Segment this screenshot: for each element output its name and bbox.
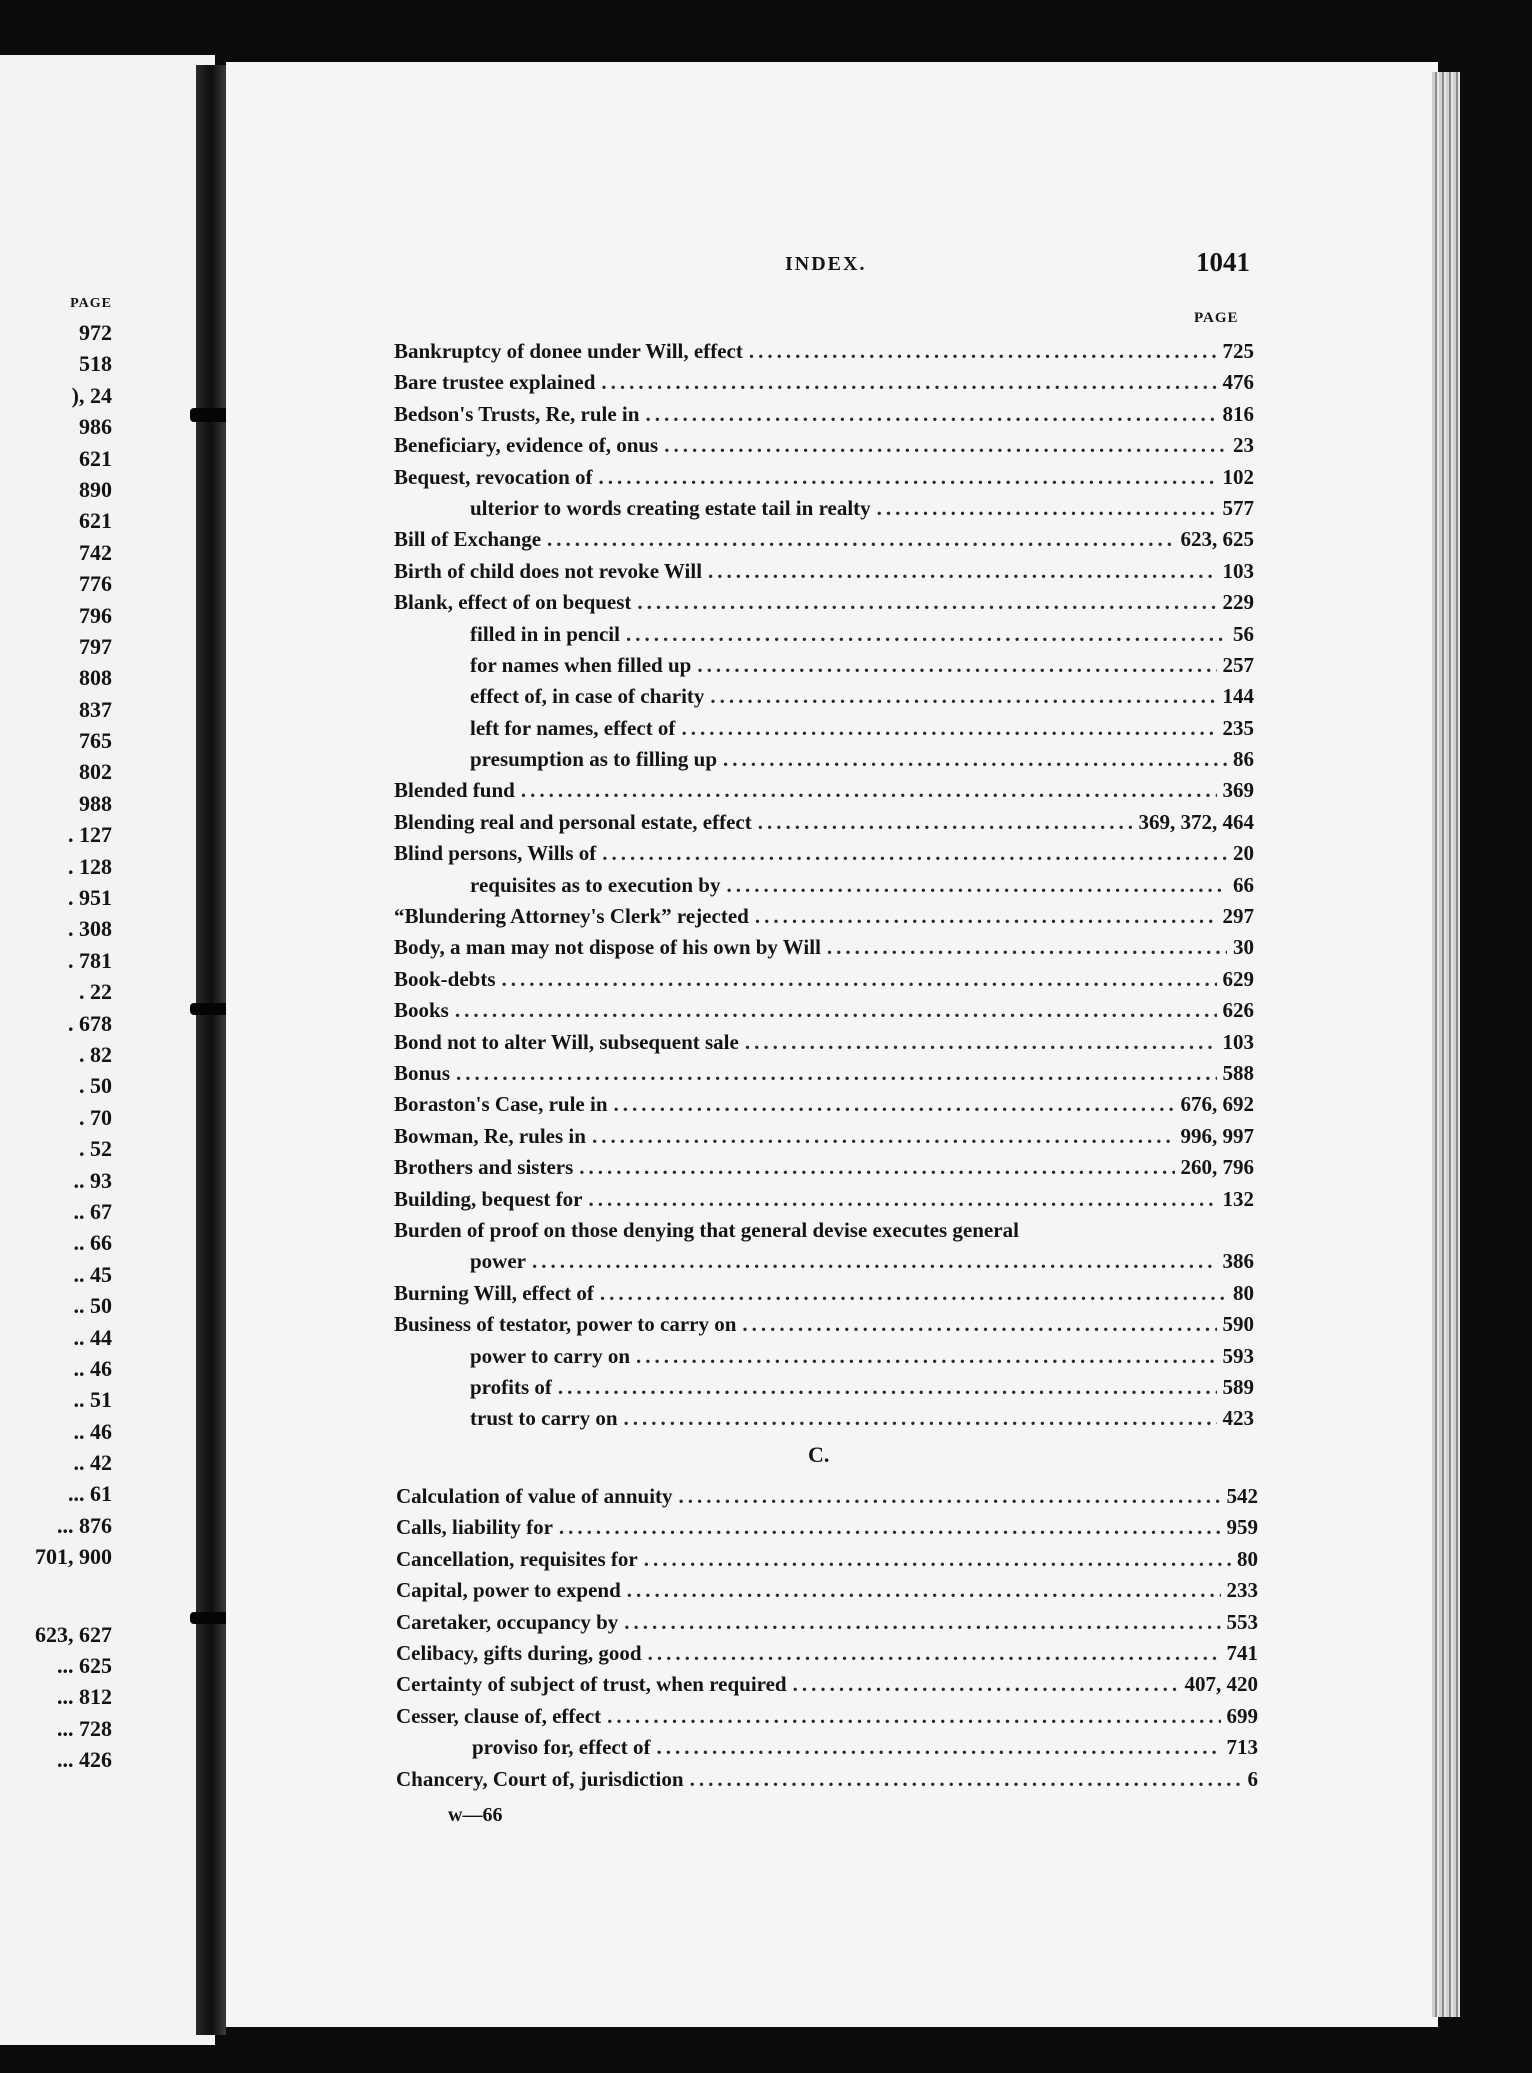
index-entry: [394, 1184, 1254, 1215]
left-page-number: . 678: [68, 1010, 112, 1036]
index-entries-c: [396, 1481, 1258, 1795]
left-page-number: . 781: [68, 947, 112, 973]
left-page-number: .. 50: [73, 1293, 112, 1319]
index-entry: [394, 1152, 1254, 1183]
dot-leader: [645, 399, 1216, 430]
index-entry: [394, 430, 1254, 461]
entry-text: Cesser, clause of, effect: [396, 1703, 602, 1728]
index-entry: [396, 1732, 1258, 1763]
entry-pages: 229: [1222, 590, 1254, 615]
entry-text: Certainty of subject of trust, when required: [396, 1672, 787, 1697]
index-entry: [394, 1341, 1254, 1372]
entry-pages: 816: [1222, 401, 1254, 426]
entry-text: Bill of Exchange: [394, 527, 542, 552]
running-head: [560, 247, 1260, 287]
entry-text: Burden of proof on those denying that general devise executes general: [394, 1217, 1019, 1242]
entry-pages: 369, 372, 464: [1138, 809, 1254, 834]
entry-text: Bedson's Trusts, Re, rule in: [394, 401, 640, 426]
left-page-number: ... 728: [57, 1715, 112, 1741]
left-page-number: .. 67: [73, 1198, 112, 1224]
left-page-numbers-top: [0, 317, 112, 1573]
entry-pages: 80: [1237, 1546, 1258, 1571]
entry-pages: 588: [1222, 1060, 1254, 1085]
left-page-number: . 951: [68, 885, 112, 911]
entry-pages: 257: [1222, 652, 1254, 677]
index-entry: [394, 1215, 1254, 1246]
page-column-label: PAGE: [1194, 310, 1239, 326]
left-page-number: 972: [79, 320, 112, 345]
entry-text: requisites as to execution by: [470, 872, 721, 897]
entry-text: power: [470, 1249, 526, 1274]
entry-pages: 741: [1226, 1640, 1258, 1665]
dot-leader: [559, 1512, 1221, 1543]
entry-text: Bonus: [394, 1060, 451, 1085]
entry-text: Burning Will, effect of: [394, 1280, 594, 1305]
entry-pages: 103: [1222, 558, 1254, 583]
index-entry: [394, 1027, 1254, 1058]
left-page-number: 890: [79, 476, 112, 502]
entry-pages: 725: [1222, 339, 1254, 363]
dot-leader: [708, 556, 1216, 587]
entry-pages: 30: [1233, 935, 1254, 960]
left-page-number: 802: [79, 759, 112, 785]
entry-text: Calculation of value of annuity: [396, 1484, 673, 1508]
dot-leader: [600, 1278, 1227, 1309]
left-page-number: ), 24: [71, 382, 112, 408]
left-page-number: . 128: [68, 853, 112, 879]
dot-leader: [664, 430, 1227, 461]
dot-leader: [455, 995, 1217, 1026]
page-edges: [1432, 72, 1460, 2017]
index-entry: [394, 1246, 1254, 1277]
entry-text: Blended fund: [394, 778, 515, 803]
entry-pages: 553: [1226, 1609, 1258, 1634]
index-entry: [396, 1669, 1258, 1700]
dot-leader: [758, 807, 1133, 838]
index-entry: [394, 744, 1254, 775]
entry-pages: 20: [1233, 841, 1254, 866]
entry-pages: 56: [1233, 621, 1254, 646]
dot-leader: [749, 336, 1217, 367]
entry-pages: 407, 420: [1184, 1672, 1258, 1697]
entry-text: ulterior to words creating estate tail in realty: [470, 495, 871, 520]
entry-pages: 66: [1233, 872, 1254, 897]
dot-leader: [601, 367, 1216, 398]
index-entry: [396, 1544, 1258, 1575]
index-entry: [394, 650, 1254, 681]
dot-leader: [607, 1701, 1220, 1732]
entry-pages: 676, 692: [1180, 1092, 1254, 1117]
entry-text: Birth of child does not revoke Will: [394, 558, 703, 583]
entry-pages: 23: [1233, 433, 1254, 458]
entry-text: trust to carry on: [470, 1406, 618, 1431]
entry-pages: 386: [1222, 1249, 1254, 1274]
left-page-number: 796: [79, 602, 112, 628]
dot-leader: [637, 587, 1216, 618]
dot-leader: [602, 838, 1227, 869]
index-entry: [396, 1481, 1258, 1512]
dot-leader: [742, 1309, 1216, 1340]
entry-pages: 623, 625: [1180, 527, 1254, 552]
left-page-number: ... 426: [57, 1747, 112, 1773]
entry-text: Blank, effect of on bequest: [394, 590, 632, 615]
index-entry: [394, 587, 1254, 618]
entry-text: Books: [394, 998, 449, 1023]
index-entry: [394, 399, 1254, 430]
index-entry: [394, 524, 1254, 555]
entry-pages: 593: [1222, 1343, 1254, 1368]
index-entry: [394, 964, 1254, 995]
signature-mark: w—66: [448, 1804, 503, 1826]
entry-pages: 626: [1222, 998, 1254, 1023]
dot-leader: [636, 1341, 1217, 1372]
dot-leader: [627, 1575, 1221, 1606]
left-page-number: . 127: [68, 822, 112, 848]
index-entry: [394, 367, 1254, 398]
entry-text: Building, bequest for: [394, 1186, 583, 1211]
index-entry: [394, 870, 1254, 901]
left-page-number: 621: [79, 445, 112, 471]
dot-leader: [745, 1027, 1217, 1058]
left-page-number: ... 876: [57, 1512, 112, 1538]
entry-pages: 80: [1233, 1280, 1254, 1305]
entry-text: filled in in pencil: [470, 621, 620, 646]
left-page-numbers-bottom: [0, 1619, 112, 1776]
left-page-header: PAGE: [70, 296, 112, 311]
index-entry: [394, 1309, 1254, 1340]
entry-pages: 86: [1233, 747, 1254, 772]
entry-pages: 996, 997: [1180, 1123, 1254, 1148]
section-letter: C.: [808, 1442, 830, 1467]
entry-pages: 577: [1222, 495, 1254, 520]
dot-leader: [656, 1732, 1220, 1763]
index-entry: [394, 336, 1254, 367]
index-entry: [394, 556, 1254, 587]
dot-leader: [624, 1403, 1217, 1434]
left-page-number: . 22: [79, 979, 112, 1005]
dot-leader: [755, 901, 1217, 932]
index-entry: [394, 1121, 1254, 1152]
dot-leader: [579, 1152, 1174, 1183]
entry-text: Capital, power to expend: [396, 1578, 621, 1603]
left-page-number: .. 93: [73, 1167, 112, 1193]
entry-pages: 297: [1222, 904, 1254, 929]
left-page-number: .. 66: [73, 1230, 112, 1256]
left-page-number: .. 51: [73, 1387, 112, 1413]
entry-text: for names when filled up: [470, 652, 692, 677]
dot-leader: [588, 1184, 1216, 1215]
dot-leader: [710, 681, 1216, 712]
dot-leader: [681, 713, 1216, 744]
entry-pages: 713: [1226, 1735, 1258, 1760]
index-entry: [394, 1278, 1254, 1309]
dot-leader: [547, 524, 1174, 555]
dot-leader: [827, 932, 1227, 963]
index-entry: [396, 1764, 1258, 1795]
index-entry: [394, 901, 1254, 932]
entry-text: Celibacy, gifts during, good: [396, 1640, 642, 1665]
dot-leader: [624, 1607, 1220, 1638]
index-entry: [394, 838, 1254, 869]
book-gutter: [196, 65, 226, 2035]
left-page-number: . 70: [79, 1104, 112, 1130]
entry-text: profits of: [470, 1374, 552, 1399]
left-page-number: 837: [79, 696, 112, 722]
index-entry: [396, 1607, 1258, 1638]
entry-text: Book-debts: [394, 966, 496, 991]
left-page-number: 623, 627: [35, 1621, 112, 1647]
left-page-number: 797: [79, 633, 112, 659]
index-entries-b: [394, 336, 1254, 1435]
left-page-number: 988: [79, 790, 112, 816]
entry-text: Caretaker, occupancy by: [396, 1609, 619, 1634]
dot-leader: [502, 964, 1217, 995]
dot-leader: [592, 1121, 1175, 1152]
index-entry: [394, 1403, 1254, 1434]
dot-leader: [793, 1669, 1179, 1700]
left-page: [0, 55, 215, 2045]
dot-leader: [599, 462, 1217, 493]
entry-text: Chancery, Court of, jurisdiction: [396, 1766, 684, 1791]
index-entry: [396, 1638, 1258, 1669]
index-entry: [394, 493, 1254, 524]
entry-pages: 590: [1222, 1312, 1254, 1337]
left-page-number: 518: [79, 351, 112, 377]
entry-pages: 476: [1222, 370, 1254, 395]
left-page-number: 765: [79, 728, 112, 754]
entry-pages: 102: [1222, 464, 1254, 489]
entry-text: Bond not to alter Will, subsequent sale: [394, 1029, 739, 1054]
entry-text: Business of testator, power to carry on: [394, 1312, 737, 1337]
left-page-number: ... 625: [57, 1653, 112, 1679]
dot-leader: [690, 1764, 1242, 1795]
entry-text: proviso for, effect of: [472, 1735, 651, 1760]
index-entry: [394, 713, 1254, 744]
index-entry: [394, 775, 1254, 806]
index-entry: [396, 1575, 1258, 1606]
entry-pages: 235: [1222, 715, 1254, 740]
entry-pages: 233: [1226, 1578, 1258, 1603]
left-page-number: 701, 900: [35, 1544, 112, 1570]
index-entry: [394, 1372, 1254, 1403]
dot-leader: [648, 1638, 1221, 1669]
left-page-number: . 50: [79, 1073, 112, 1099]
index-entry: [394, 995, 1254, 1026]
entry-pages: 103: [1222, 1029, 1254, 1054]
entry-text: Bequest, revocation of: [394, 464, 593, 489]
left-page-number: 742: [79, 539, 112, 565]
dot-leader: [456, 1058, 1216, 1089]
index-entry: [394, 619, 1254, 650]
entry-pages: 959: [1226, 1515, 1258, 1540]
entry-pages: 423: [1222, 1406, 1254, 1431]
left-page-number: . 308: [68, 916, 112, 942]
entry-text: Cancellation, requisites for: [396, 1546, 638, 1571]
entry-text: Blending real and personal estate, effect: [394, 809, 752, 834]
left-page-number-column: [0, 291, 112, 1776]
left-page-number: .. 46: [73, 1355, 112, 1381]
dot-leader: [726, 870, 1227, 901]
index-entry: [394, 932, 1254, 963]
entry-pages: 369: [1222, 778, 1254, 803]
dot-leader: [644, 1544, 1231, 1575]
entry-text: effect of, in case of charity: [470, 684, 705, 709]
dot-leader: [697, 650, 1216, 681]
entry-pages: 699: [1226, 1703, 1258, 1728]
index-entry: [396, 1701, 1258, 1732]
page-number: 1041: [1196, 247, 1250, 277]
left-page-number: .. 46: [73, 1418, 112, 1444]
dot-leader: [521, 775, 1217, 806]
dot-leader: [614, 1089, 1175, 1120]
dot-leader: [679, 1481, 1221, 1512]
left-page-number: . 52: [79, 1136, 112, 1162]
left-page-number: 808: [79, 665, 112, 691]
entry-pages: 589: [1222, 1374, 1254, 1399]
entry-pages: 260, 796: [1180, 1155, 1254, 1180]
entry-pages: 542: [1226, 1484, 1258, 1508]
dot-leader: [723, 744, 1227, 775]
left-page-number: ... 812: [57, 1684, 112, 1710]
dot-leader: [532, 1246, 1217, 1277]
entry-text: Boraston's Case, rule in: [394, 1092, 608, 1117]
entry-text: left for names, effect of: [470, 715, 676, 740]
entry-text: presumption as to filling up: [470, 747, 718, 772]
index-entry: [394, 807, 1254, 838]
left-page-number: ... 61: [68, 1481, 112, 1507]
entry-text: Bare trustee explained: [394, 370, 596, 395]
entry-text: Brothers and sisters: [394, 1155, 574, 1180]
index-title: INDEX.: [785, 253, 867, 275]
dot-leader: [877, 493, 1217, 524]
index-entry: [394, 681, 1254, 712]
entry-text: Blind persons, Wills of: [394, 841, 597, 866]
entry-text: “Blundering Attorney's Clerk” rejected: [394, 904, 749, 929]
left-page-number: .. 44: [73, 1324, 112, 1350]
entry-text: Bowman, Re, rules in: [394, 1123, 586, 1148]
dot-leader: [558, 1372, 1217, 1403]
entry-pages: 629: [1222, 966, 1254, 991]
index-entry: [394, 1058, 1254, 1089]
entry-text: Body, a man may not dispose of his own by Will: [394, 935, 821, 960]
entry-pages: 132: [1222, 1186, 1254, 1211]
entry-text: Bankruptcy of donee under Will, effect: [394, 339, 743, 363]
left-page-number: . 82: [79, 1041, 112, 1067]
entry-text: Beneficiary, evidence of, onus: [394, 433, 659, 458]
left-page-number: 621: [79, 508, 112, 534]
index-entry: [396, 1512, 1258, 1543]
left-page-number: .. 42: [73, 1450, 112, 1476]
left-page-number: 986: [79, 414, 112, 440]
index-entry: [394, 462, 1254, 493]
left-page-number: .. 45: [73, 1261, 112, 1287]
index-entry: [394, 1089, 1254, 1120]
dot-leader: [626, 619, 1227, 650]
entry-pages: 6: [1247, 1766, 1258, 1791]
entry-text: power to carry on: [470, 1343, 630, 1368]
left-page-number: 776: [79, 571, 112, 597]
entry-text: Calls, liability for: [396, 1515, 553, 1540]
entry-pages: 144: [1222, 684, 1254, 709]
